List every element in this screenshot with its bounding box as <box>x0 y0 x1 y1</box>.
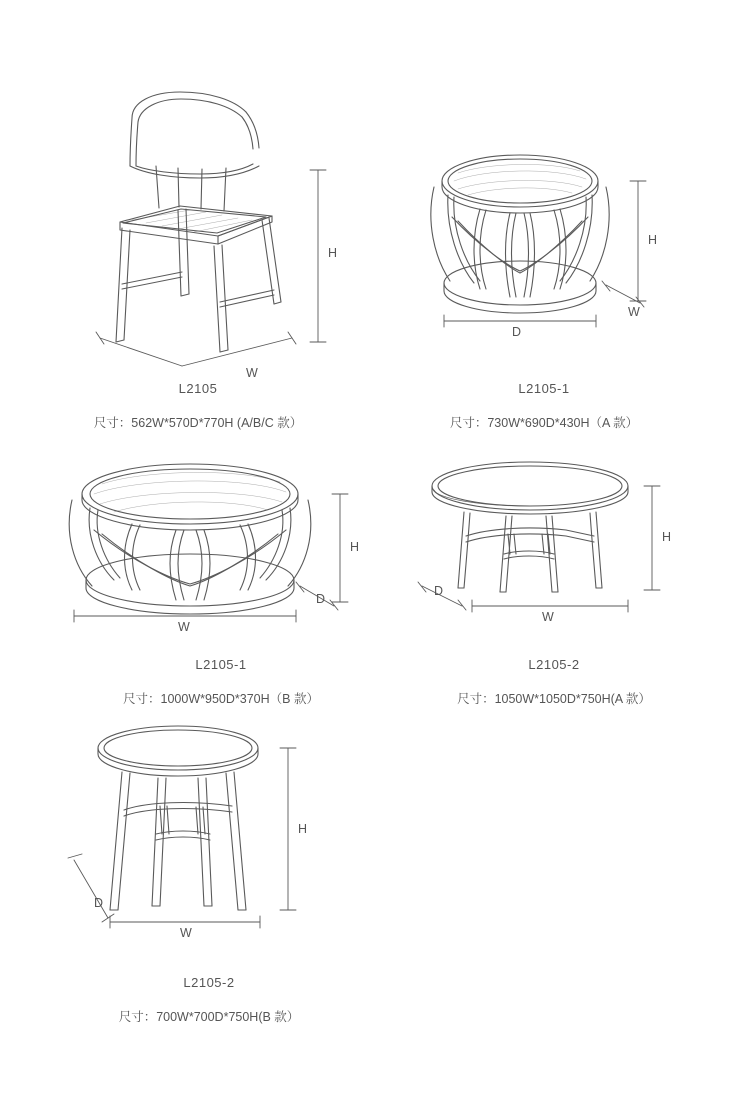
dining-b-code: L2105-2 <box>183 975 235 990</box>
stool-height-marker: H <box>648 233 658 247</box>
caption-coffee-table <box>71 651 371 707</box>
coffee-depth-marker: D <box>316 592 326 606</box>
dining-b-width-marker: W <box>180 926 192 940</box>
caption-dining-table-b <box>59 969 359 1025</box>
chair-code: L2105 <box>178 381 218 396</box>
caption-stool <box>394 375 694 431</box>
coffee-table-drawing <box>60 450 360 650</box>
coffee-dimensions: 尺寸：1000W*950D*370H（B 款） <box>123 692 319 706</box>
stool-code: L2105-1 <box>518 381 570 396</box>
chair-drawing <box>60 70 350 380</box>
coffee-code: L2105-1 <box>195 657 247 672</box>
figure-dining-table-b <box>60 710 360 960</box>
dining-b-dimensions: 尺寸：700W*700D*750H(B 款） <box>118 1010 300 1024</box>
dining-a-depth-marker: D <box>434 584 444 598</box>
stool-depth-marker: D <box>512 325 522 339</box>
dining-b-height-marker: H <box>298 822 308 836</box>
stool-drawing <box>400 125 700 355</box>
chair-dimensions: 尺寸：562W*570D*770H (A/B/C 款） <box>93 416 303 430</box>
dining-a-width-marker: W <box>542 610 554 624</box>
coffee-width-marker: W <box>178 620 190 634</box>
chair-width-marker: W <box>246 366 258 380</box>
dining-table-a-drawing <box>400 450 700 650</box>
figure-stool <box>400 125 700 355</box>
caption-dining-table-a <box>404 651 704 707</box>
dining-a-code: L2105-2 <box>528 657 580 672</box>
stool-dimensions: 尺寸：730W*690D*430H（A 款） <box>449 416 639 430</box>
dining-a-height-marker: H <box>662 530 672 544</box>
dining-b-depth-marker: D <box>94 896 104 910</box>
dining-a-dimensions: 尺寸：1050W*1050D*750H(A 款） <box>457 692 651 706</box>
coffee-height-marker: H <box>350 540 360 554</box>
stool-width-marker: W <box>628 305 640 319</box>
figure-dining-table-a <box>400 450 700 650</box>
chair-height-marker: H <box>328 246 338 260</box>
figure-chair <box>60 70 350 380</box>
figure-coffee-table <box>60 450 360 650</box>
caption-chair <box>48 375 348 431</box>
dining-table-b-drawing <box>60 710 360 960</box>
